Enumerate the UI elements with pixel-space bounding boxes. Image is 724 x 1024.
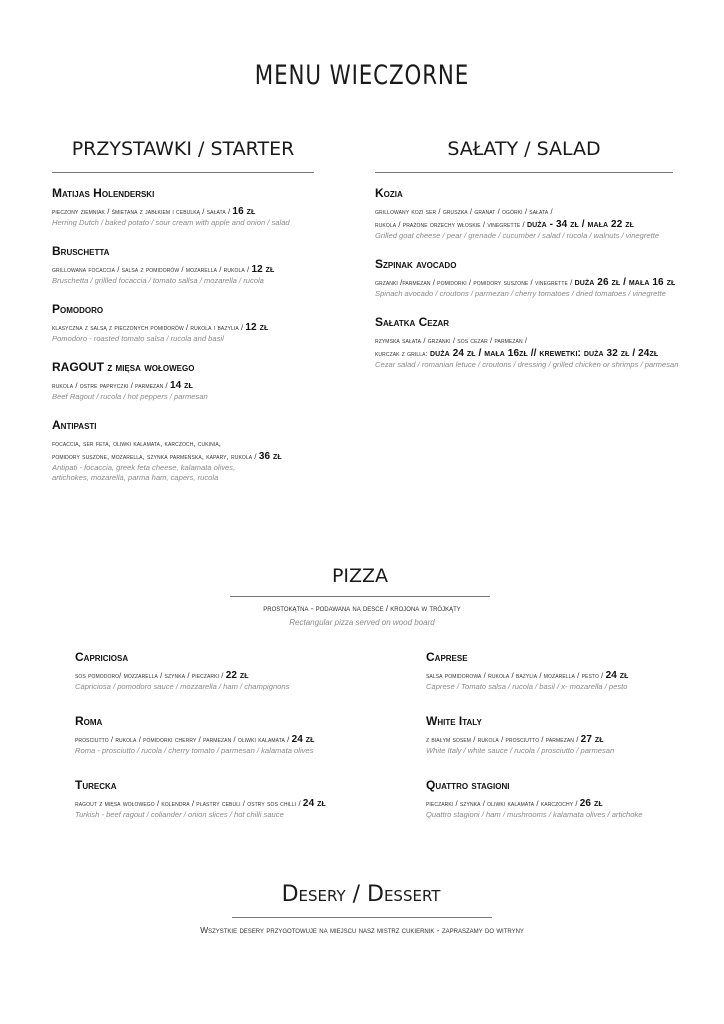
salads-list [375,186,695,386]
item-price: 27 zł [580,734,604,745]
item-price: duża 24 zł / mała 16zł // krewetki: duża 32 zł / 24zł [429,348,659,359]
item-translation: White Italy / white sauce / rucola / prosciutto / parmesan [426,746,615,755]
item-name: Kozia [375,186,403,200]
list-item [52,418,352,483]
pizza-subtitle-translation: Rectangular pizza served on wood board [289,618,435,627]
item-price: duża 26 zł / mała 16 zł [574,277,676,288]
list-item [75,714,395,756]
list-item [426,778,706,820]
item-translation: Spinach avocado / croutons / parmezan / cherry tomatoes / dried tomatoes / vinegrette [375,289,666,298]
item-description: sos pomodoro/ mozzarella / szynka / pieczarki / [75,671,224,680]
item-description-line1: focaccia, ser feta, oliwki kalamata, karczoch, cukinia, [52,439,222,448]
item-name: Sałatka Cezar [375,315,450,329]
list-item [52,244,352,286]
list-item [52,360,352,402]
item-name: Quattro stagioni [426,778,510,792]
starters-list [52,186,352,499]
item-translation: Turkish - beef ragout / coliander / onion slices / hot chilli sauce [75,810,284,819]
item-translation: Beef Ragout / rucola / hot peppers / parmesan [52,392,208,401]
item-description: grzanki /parmezan / pomidorki / pomidory suszone / vinegrette / [375,278,573,287]
pizza-list-left [75,650,395,836]
item-translation: Capriciosa / pomodoro sauce / mozzarella / ham / champignons [75,682,290,691]
starters-heading: PRZYSTAWKI / STARTER [71,138,295,160]
item-description: pomidory suszone, mozarella, szynka parmeńska, kapary, rukola / [52,452,257,461]
list-item [52,186,352,228]
item-price: 14 zł [169,380,193,391]
item-translation: Pomodoro - roasted tomato salsa / rucola and basil [52,334,224,343]
desserts-divider [232,917,492,918]
item-description: rukola / prażone orzechy włoskie / vinegrette / [375,220,525,229]
pizza-divider [230,596,490,597]
item-description-line1: rzymska sałata / grzanki / sos cezar / parmezan / [375,336,528,345]
item-description: pieczarki / szynka / oliwki kalamata / karczochy / [426,799,578,808]
item-description: kurczak z grilla: [375,349,428,358]
item-name: Pomodoro [52,302,104,316]
item-translation-line1: Antipati - focaccia, greek feta cheese, kalamata olives, [52,463,236,472]
item-price: 36 zł [258,451,282,462]
item-name: Caprese [426,650,468,664]
item-translation: Grilled goat cheese / pear / grenade / cucumber / salad / rucola / walnuts / vinegrette [375,231,660,240]
item-translation: Bruschetta / grillled focaccia / tomato sallsa / mozarella / rucola [52,276,264,285]
list-item [375,257,695,299]
pizza-list-right [426,650,706,836]
pizza-subtitle: prostokątna - podawana na desce / krojona w trójkąty [263,604,461,613]
item-name: Turecka [75,778,117,792]
salads-divider [375,172,673,173]
salads-heading: SAŁATY / SALAD [447,138,601,160]
item-name: White Italy [426,714,482,728]
item-price: 24 zł [302,798,326,809]
desserts-heading: Desery / Dessert [281,882,441,907]
list-item [375,186,695,241]
pizza-heading: PIZZA [331,565,389,587]
item-name: Matijas Holenderski [52,186,155,200]
item-translation: Roma - prosciutto / rucola / cherry tomato / parmesan / kalamata olives [75,746,314,755]
item-description: rukola / ostre papryczki / parmezan / [52,381,168,390]
item-price: 24 zł [605,670,629,681]
item-description: salsa pomidorowa / rukola / bazylia / mozarella / pesto / [426,671,604,680]
item-price: 26 zł [579,798,603,809]
item-price: 12 zł [251,264,275,275]
list-item [52,302,352,344]
menu-title: MENU WIECZORNE [254,60,470,91]
list-item [426,714,706,756]
item-price: 22 zł [225,670,249,681]
item-name: Bruschetta [52,244,110,258]
item-description: prosciutto / rukola / pomidorki cherry / parmezan / oliwki kalamata / [75,735,290,744]
list-item [375,315,695,370]
item-description: pieczony ziemniak / śmietana z jabłkiem i cebulką / sałata / [52,207,231,216]
item-translation: Quattro stagioni / ham / mushrooms / kalamata olives / artichoke [426,810,643,819]
item-translation: Caprese / Tomato salsa / rucola / basil / x- mozarella / pesto [426,682,628,691]
item-description: ragout z mięsa wołowego / kolendra / plastry cebuli / ostry sos chilli / [75,799,301,808]
list-item [75,778,395,820]
item-price: 24 zł [291,734,315,745]
list-item [75,650,395,692]
item-name: Roma [75,714,103,728]
item-description: grillowana focaccia / salsa z pomidorów / mozarella / rukola / [52,265,250,274]
item-description: klasyczna z salsą z pieczonych pomidorów / rukola i bazylia / [52,323,244,332]
item-translation: Herring Dutch / baked potato / sour cream with apple and onion / salad [52,218,290,227]
desserts-note: Wszystkie desery przygotowuje na miejscu nasz mistrz cukiernik - zapraszamy do witryny [200,925,524,935]
item-description: z białym sosem / rukola / prosciutto / parmezan / [426,735,579,744]
item-name: Antipasti [52,418,97,432]
item-name: Capriciosa [75,650,129,664]
item-translation: artichokes, mozarella, parma ham, capers, rucola [52,473,219,482]
list-item [426,650,706,692]
item-price: duża - 34 zł / mała 22 zł [526,219,635,230]
item-name: Szpinak avocado [375,257,457,271]
item-translation: Cezar salad / romanian letuce / croutons / dressing / grilled chicken or shrimps / parmesan [375,360,679,369]
starters-divider [52,172,314,173]
item-description-line1: grillowany kozi ser / gruszka / granat / ogórki / sałata / [375,207,553,216]
item-price: 16 zł [232,206,256,217]
item-name: RAGOUT z mięsa wołowego [52,360,195,374]
item-price: 12 zł [245,322,269,333]
